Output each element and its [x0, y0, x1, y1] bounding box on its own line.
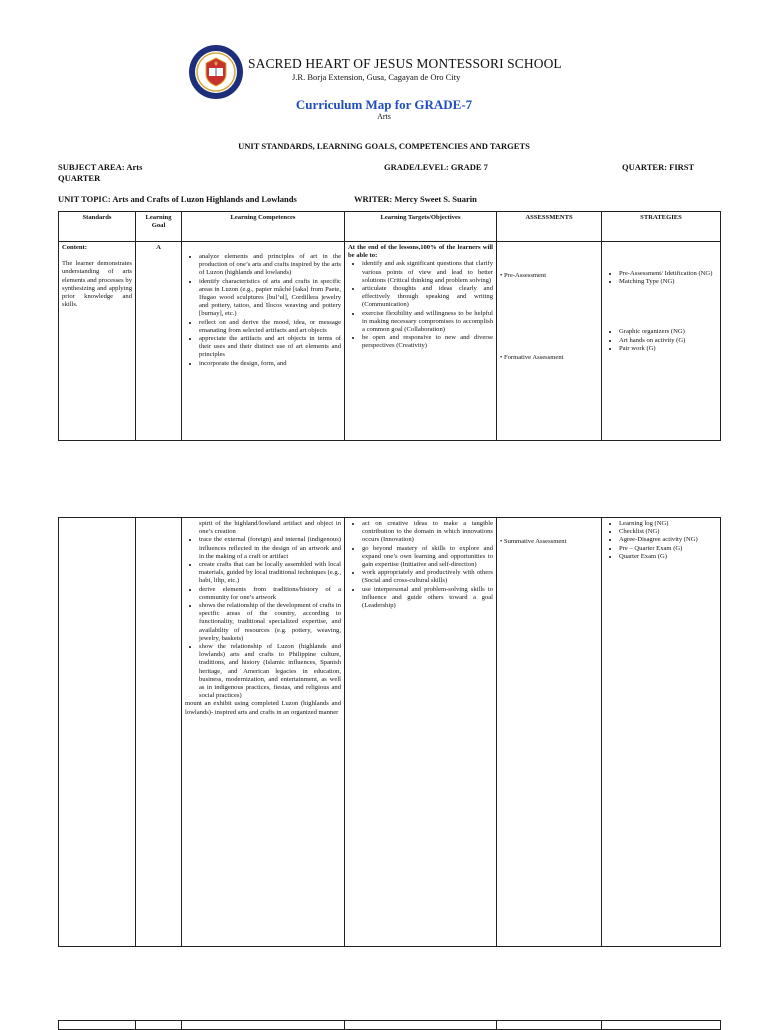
list-item: • Pre – Quarter Exam (G): [619, 545, 717, 553]
list-item: • identify characteristics of arts and crafts in specific areas in Luzon (e.g., papier mâché [taka] from Paete, Ifugao wood sculptures [bul’ul], Cordillera jewelry and pottery, tattoo, and Ilocos weaving and pottery [burnay], etc.): [199, 278, 341, 319]
list-item: • exercise flexibility and willingness to be helpful in making necessary compromises to accomplish a common goal (Collaboration): [362, 310, 493, 335]
list-item: • Matching Type (NG): [619, 278, 717, 286]
school-seal-logo: [188, 44, 244, 100]
header-assessments: ASSESSMENTS: [497, 212, 602, 242]
header-strategies: STRATEGIES: [602, 212, 721, 242]
list-item: • incorporate the design, form, and: [199, 360, 341, 368]
learning-goal: A: [136, 242, 182, 441]
strategies-cell: [602, 518, 721, 947]
competences-cell: [182, 518, 345, 947]
school-name: SACRED HEART OF JESUS MONTESSORI SCHOOL: [248, 56, 562, 71]
content-standard: The learner demonstrates understanding of arts elements and processes by synthesizing and applying prior knowledge and skills.: [62, 260, 132, 309]
list-item: • Art hands on activity (G): [619, 337, 717, 345]
document-title: Curriculum Map for GRADE-7: [295, 97, 473, 112]
list-item: • go beyond mastery of skills to explore and expand one’s own learning and opportunities to gain expertise (Initiative and self-direction): [362, 545, 493, 570]
list-item: • derive elements from traditions/history of a community for one’s artwork: [199, 586, 341, 602]
school-address: J.R. Borja Extension, Gusa, Cagayan de Oro City: [292, 72, 461, 82]
section-title: UNIT STANDARDS, LEARNING GOALS, COMPETENCIES AND TARGETS: [238, 141, 530, 151]
targets-intro: At the end of the lessons,100% of the learners will be able to:: [348, 244, 493, 260]
quarter: QUARTER: FIRST: [622, 162, 695, 172]
learning-goal-cell: [136, 518, 182, 947]
list-item: • be open and responsive to new and diverse perspectives (Creativity): [362, 334, 493, 350]
list-item: • show the relationship of Luzon (highlands and lowlands) arts and crafts to Philippine culture, traditions, and history (Islamic influences, Spanish heritage, and American legacies in education, business, modernization, and entertainment, as well as in indigenous practices, fiestas, and religious and social practices): [199, 643, 341, 700]
assessments-cell: [497, 518, 602, 947]
list-item: • work appropriately and productively with others (Social and cross-cultural skills): [362, 569, 493, 585]
grade-level: GRADE/LEVEL: GRADE 7: [384, 162, 488, 172]
list-item: • Checklist (NG): [619, 528, 717, 536]
header-competences: Learning Competences: [182, 212, 345, 242]
list-item: • trace the external (foreign) and internal (indigenous) influences reflected in the design of an artwork and in the making of a craft or artifact: [199, 536, 341, 561]
subject-subtitle: Arts: [377, 112, 391, 121]
list-item: • identify and ask significant questions that clarify various points of view and lead to better solutions (Critical thinking and problem solving): [362, 260, 493, 285]
competences-cell: [182, 242, 345, 441]
list-item: • create crafts that can be locally assembled with local materials, guided by local traditional techniques (e.g., habi, lilip, etc.): [199, 561, 341, 586]
assessment-item: • Summative Assessment: [500, 538, 567, 545]
list-item: • act on creative ideas to make a tangible contribution to the domain in which innovations occurs (Innovation): [362, 520, 493, 545]
header-learning-goal: Learning Goal: [136, 212, 182, 242]
competence-exhibit: mount an exhibit using completed Luzon (highlands and lowlands)- inspired arts and crafts in an organized manner: [185, 700, 341, 716]
unit-topic: UNIT TOPIC: Arts and Crafts of Luzon Highlands and Lowlands: [58, 194, 297, 204]
header-standards: Standards: [59, 212, 136, 242]
list-item: • Pair work (G): [619, 345, 717, 353]
competence-continued: spirit of the highland/lowland artifact and object in one’s creation: [199, 520, 341, 536]
curriculum-table-part-2: [58, 517, 721, 947]
list-item: • Learning log (NG): [619, 520, 717, 528]
curriculum-table-part-3: [58, 1020, 721, 1030]
list-item: • Pre-Assessment/ Idetification (NG): [619, 270, 717, 278]
list-item: • Agree-Disagree activity (NG): [619, 536, 717, 544]
assessment-item: • Pre-Assessment: [500, 272, 547, 279]
list-item: • articulate thoughts and ideas clearly and effectively through speaking and writing (Communication): [362, 285, 493, 310]
strategies-cell: [602, 242, 721, 441]
quarter-label: QUARTER: [58, 173, 101, 183]
assessments-cell: [497, 242, 602, 441]
targets-cell: [345, 242, 497, 441]
content-label: Content:: [62, 244, 87, 251]
writer: WRITER: Mercy Sweet S. Suarin: [354, 194, 477, 204]
list-item: • shows the relationship of the development of crafts in specific areas of the country, according to functionality, traditional specialized expertise, and availability of resources (e.g. pottery, weaving, jewelry, baskets): [199, 602, 341, 643]
subject-area: SUBJECT AREA: Arts: [58, 162, 143, 172]
list-item: • appreciate the artifacts and art objects in terms of their uses and their distinct use of art elements and principles: [199, 335, 341, 360]
list-item: • Quarter Exam (G): [619, 553, 717, 561]
list-item: • analyze elements and principles of art in the production of one’s arts and crafts inspired by the arts of Luzon (highlands and lowlands): [199, 253, 341, 278]
targets-cell: [345, 518, 497, 947]
list-item: • use interpersonal and problem-solving skills to influence and guide others toward a goal (Leadership): [362, 586, 493, 611]
list-item: • Graphic organizers (NG): [619, 328, 717, 336]
standards-cell: [59, 518, 136, 947]
list-item: • reflect on and derive the mood, idea, or message emanating from selected artifacts and art objects: [199, 319, 341, 335]
header-targets: Learning Targets/Objectives: [345, 212, 497, 242]
standards-cell: [59, 242, 136, 441]
curriculum-table-part-1: [58, 211, 721, 441]
assessment-item: • Formative Assessment: [500, 354, 564, 362]
